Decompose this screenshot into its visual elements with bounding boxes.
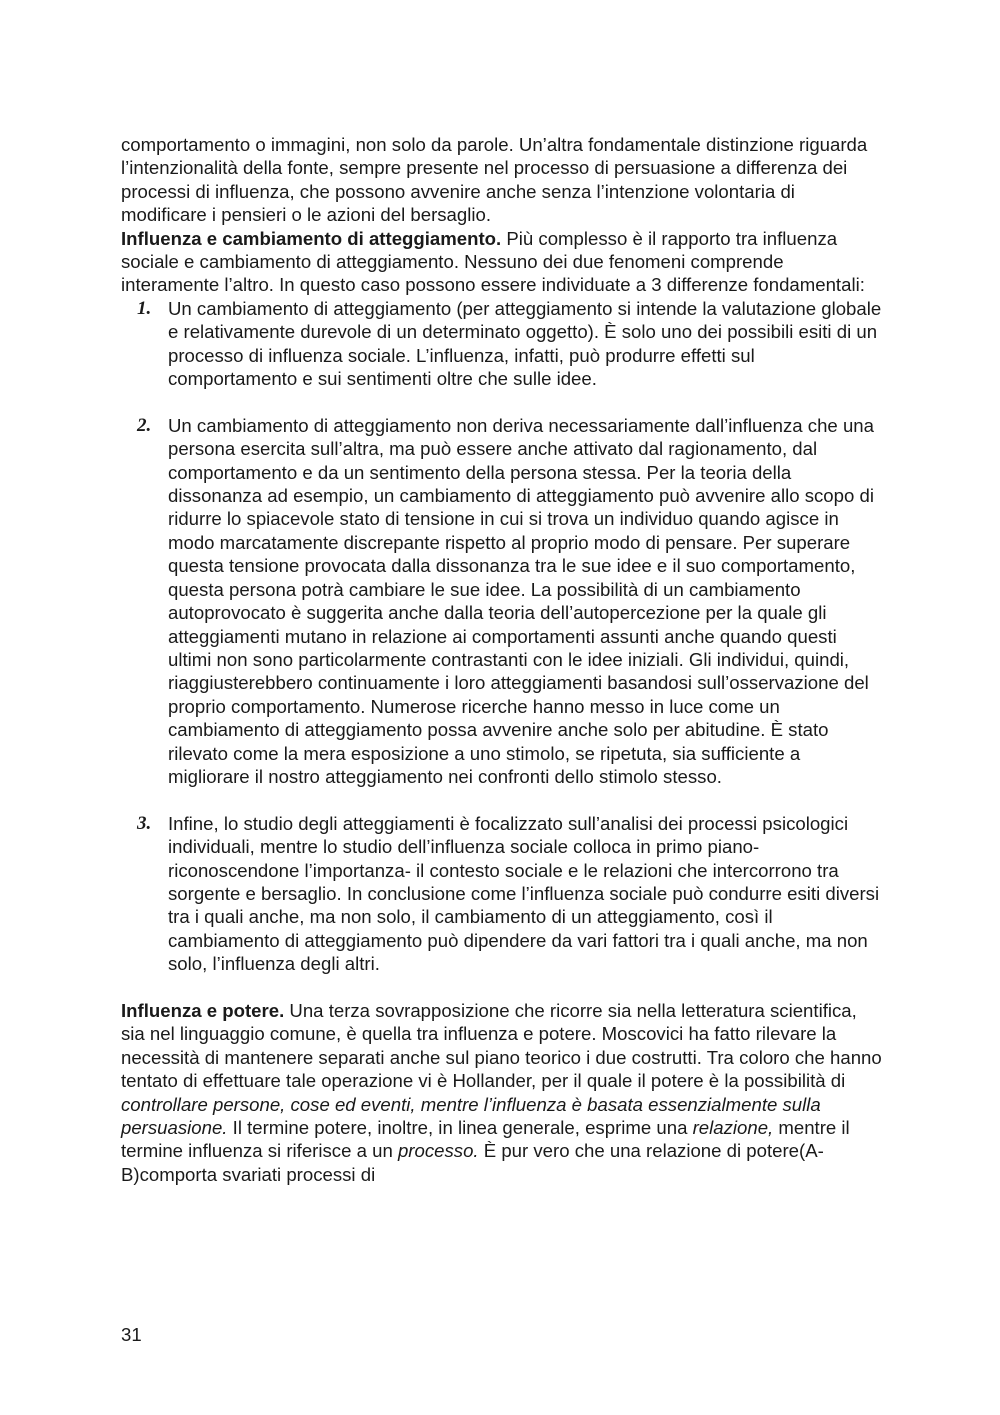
list-item-number: 3. <box>137 812 152 834</box>
list-item <box>121 812 883 976</box>
list-item-number: 1. <box>137 297 152 319</box>
list-item <box>121 414 883 789</box>
section-heading-power: Influenza e potere. <box>121 999 285 1021</box>
power-italic-b: relazione, <box>692 1117 774 1139</box>
differences-list <box>121 297 883 976</box>
list-item-text: Infine, lo studio degli atteggiamenti è focalizzato sull’analisi dei processi psicologici individuali, mentre lo studio dell’influenza sociale colloca in primo piano- riconoscendone l’importanza- il contesto sociale e le relazioni che intercorrono tra sorgente e bersaglio. In conclusione come l’influenza sociale può condurre esiti diversi tra i quali anche, ma non solo, il cambiamento di un atteggiamento, così il cambiamento di atteggiamento può dipendere da vari fattori tra i quali anche, ma non solo, l’influenza degli altri. <box>168 812 880 975</box>
power-text-a: Una terza sovrapposizione che ricorre sia nella letteratura scientifica, sia nel linguaggio comune, è quella tra influenza e potere. Moscovici ha fatto rilevare la necessità di mantenere separati anche sul piano teorico i due costrutti. Tra coloro che hanno tentato di effettuare tale operazione vi è Hollander, per il quale il potere è la possibilità di <box>121 999 882 1092</box>
section-heading-attitude-change: Influenza e cambiamento di atteggiamento. <box>121 227 502 249</box>
intro-paragraph: comportamento o immagini, non solo da parole. Un’altra fondamentale distinzione riguarda l’intenzionalità della fonte, sempre presente nel processo di persuasione a differenza dei processi di influenza, che possono avvenire anche senza l’intenzione volontaria di modificare i pensieri o le azioni del bersaglio. <box>121 134 868 226</box>
section-power-paragraph <box>121 999 883 1186</box>
page-content <box>121 133 883 1186</box>
power-text-c: mentre il termine influenza si riferisce a un <box>121 1117 850 1162</box>
list-item-text: Un cambiamento di atteggiamento non deriva necessariamente dall’influenza che una persona esercita sull’altra, ma può essere anche attivato dal ragionamento, dal comportamento e da un sentimento della persona stessa. Per la teoria della dissonanza ad esempio, un cambiamento di atteggiamento può avvenire allo scopo di ridurre lo spiacevole stato di tensione in cui si trova un individuo quando agisce in modo marcatamente discrepante rispetto al proprio modo di pensare. Per superare questa tensione provocata dalla dissonanza tra le sue idee e il suo comportamento, questa persona potrà cambiare le sue idee. La possibilità di un cambiamento autoprovocato è suggerita anche dalla teoria dell’autopercezione per la quale gli atteggiamenti mutano in relazione ai comportamenti assunti anche quando questi ultimi non sono particolarmente contrastanti con le idee iniziali. Gli individui, quindi, riaggiusterebbero continuamente i loro atteggiamenti basandosi sull’osservazione del proprio comportamento. Numerose ricerche hanno messo in luce come un cambiamento di atteggiamento possa avvenire anche solo per abitudine. È stato rilevato come la mera esposizione a uno stimolo, se ripetuta, sia sufficiente a migliorare il nostro atteggiamento nei confronti dello stimolo stesso. <box>168 414 874 787</box>
list-item-text: Un cambiamento di atteggiamento (per atteggiamento si intende la valutazione globale e relativamente durevole di un determinato oggetto). È solo uno dei possibili esiti di un processo di influenza sociale. L’influenza, infatti, può produrre effetti sul comportamento e sui sentimenti oltre che sulle idee. <box>168 297 882 390</box>
list-item <box>121 297 883 391</box>
power-italic-c: processo. <box>397 1140 479 1162</box>
section-attitude-change-paragraph <box>121 227 883 297</box>
power-text-d: È pur vero che una relazione di potere(A-B)comporta svariati processi di <box>121 1140 824 1185</box>
page-number: 31 <box>121 1324 142 1345</box>
list-item-number: 2. <box>137 414 152 436</box>
section-attitude-change-body: Più complesso è il rapporto tra influenza sociale e cambiamento di atteggiamento. Nessuno dei due fenomeni comprende interamente l’altro. In questo caso possono essere individuate a 3 differenze fondamentali: <box>121 227 865 296</box>
power-italic-a: controllare persone, cose ed eventi, mentre l’influenza è basata essenzialmente sulla persuasione. <box>121 1093 821 1139</box>
power-text-b: Il termine potere, inoltre, in linea generale, esprime una <box>227 1117 693 1139</box>
